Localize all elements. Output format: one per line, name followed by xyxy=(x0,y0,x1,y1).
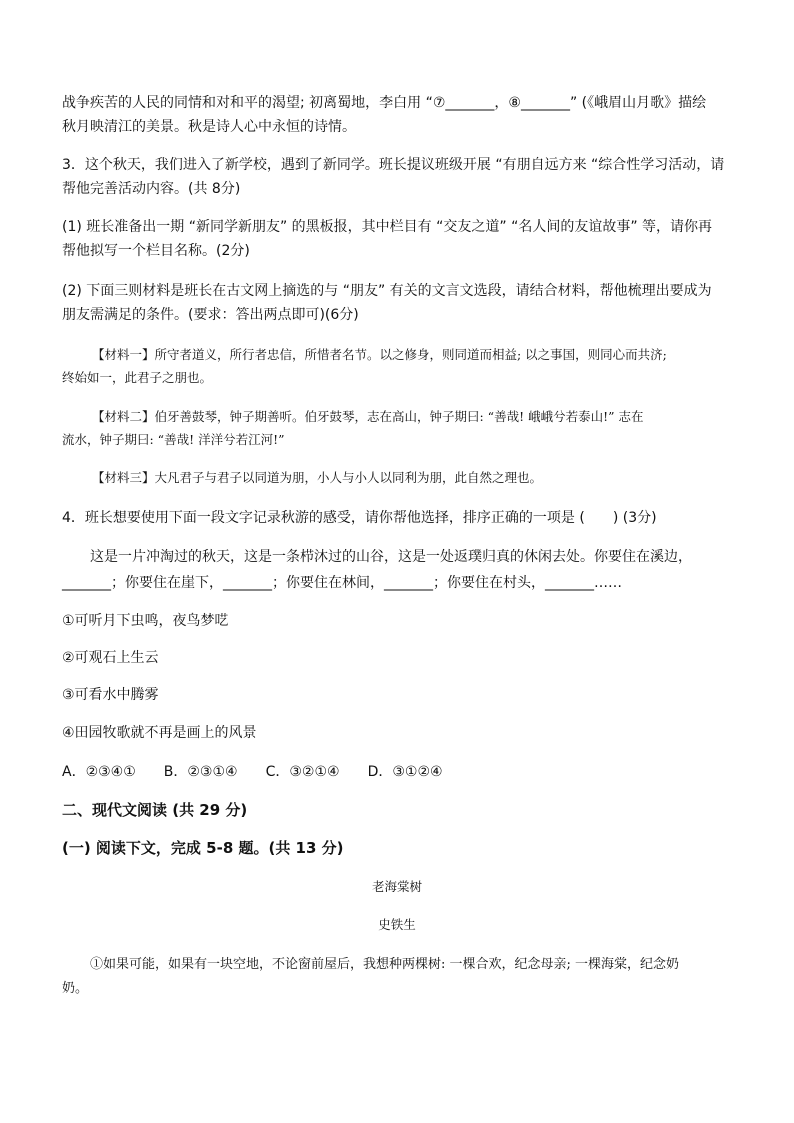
option-line: ④田园牧歌就不再是画上的风景 xyxy=(62,725,257,741)
question-4-line: 4．班长想要使用下面一段文字记录秋游的感受，请你帮他选择，排序正确的一项是 ( ) (3分) xyxy=(62,510,657,526)
option-line: ①可听月下虫鸣，夜鸟梦呓 xyxy=(62,613,229,629)
material-2-line: 【材料二】伯牙善鼓琴，钟子期善听。伯牙鼓琴，志在高山，钟子期曰: “善哉! 峨峨兮若泰山!” 志在 xyxy=(92,409,644,424)
subquestion-2-line: (2) 下面三则材料是班长在古文网上摘选的与 “朋友” 有关的文言文选段，请结合材料，帮他梳理出要成为 xyxy=(62,283,712,299)
material-1-line: 终始如一，此君子之朋也。 xyxy=(62,370,213,385)
option-line: ③可看水中腾雾 xyxy=(62,687,159,703)
passage-line: _______；你要住在崖下，_______；你要住在林间，_______；你要住在村头，_______…… xyxy=(62,575,622,591)
article-author: 史铁生 xyxy=(378,917,416,932)
question-3-line: 3．这个秋天，我们进入了新学校，遇到了新同学。班长提议班级开展 “有朋自远方来 “综合性学习活动，请 xyxy=(62,157,725,173)
subsection-heading: (一) 阅读下文，完成 5-8 题。(共 13 分) xyxy=(62,839,344,857)
option-line: ②可观石上生云 xyxy=(62,650,159,666)
material-3-line: 【材料三】大凡君子与君子以同道为朋，小人与小人以同利为朋，此自然之理也。 xyxy=(92,470,543,485)
subquestion-1-line: 帮他拟写一个栏目名称。(2分) xyxy=(62,243,250,259)
material-1-line: 【材料一】所守者道义，所行者忠信，所惜者名节。以之修身，则同道而相益; 以之事国，则同心而共济; xyxy=(92,347,667,362)
article-paragraph: 奶。 xyxy=(62,981,89,996)
subquestion-1-line: (1) 班长准备出一期 “新同学新朋友” 的黑板报，其中栏目有 “交友之道” “名人间的友谊故事” 等，请你再 xyxy=(62,219,713,235)
answer-choices: A．②③④① B．②③①④ C．③②①④ D．③①②④ xyxy=(62,764,443,780)
passage-line: 这是一片冲淘过的秋天，这是一条栉沐过的山谷，这是一处返璞归真的休闲去处。你要住在溪边， xyxy=(90,549,692,565)
question-3-line: 帮他完善活动内容。(共 8分) xyxy=(62,181,241,197)
material-2-line: 流水，钟子期曰: “善哉! 洋洋兮若江河!” xyxy=(62,432,285,447)
subquestion-2-line: 朋友需满足的条件。(要求：答出两点即可)(6分) xyxy=(62,307,359,323)
text-line: 秋月映清江的美景。秋是诗人心中永恒的诗情。 xyxy=(62,119,356,135)
text-line: 战争疾苦的人民的同情和对和平的渴望; 初离蜀地，李白用 “⑦_______，⑧_______” (《峨眉山月歌》描绘 xyxy=(62,95,707,111)
article-paragraph: ①如果可能，如果有一块空地，不论窗前屋后，我想种两棵树: 一棵合欢，纪念母亲; 一棵海棠，纪念奶 xyxy=(90,957,680,972)
section-heading: 二、现代文阅读 (共 29 分) xyxy=(62,801,248,819)
article-title: 老海棠树 xyxy=(371,879,422,894)
